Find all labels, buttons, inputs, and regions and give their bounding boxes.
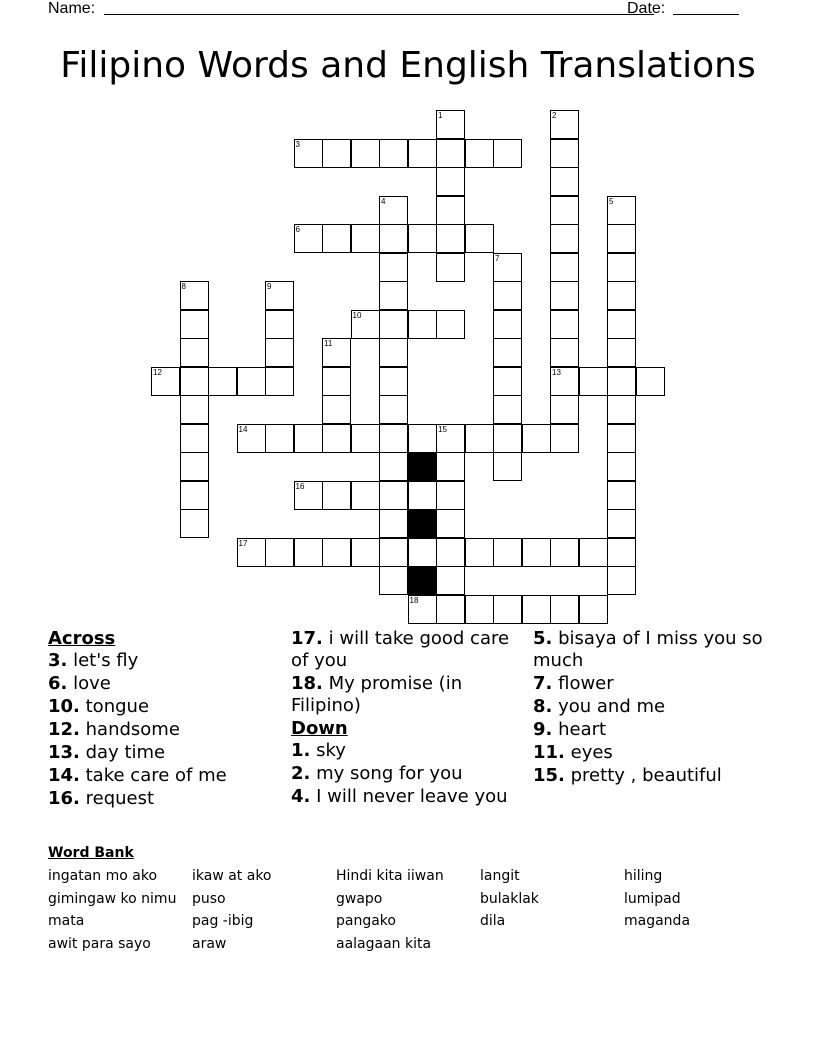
- clue-down-11: 11. eyes: [533, 742, 613, 763]
- crossword-cell[interactable]: [436, 110, 465, 139]
- crossword-cell[interactable]: [408, 481, 437, 510]
- crossword-cell[interactable]: [607, 452, 636, 481]
- crossword-cell[interactable]: [265, 310, 294, 339]
- clue-number: 11: [324, 339, 333, 348]
- crossword-cell[interactable]: [550, 338, 579, 367]
- crossword-cell[interactable]: [607, 481, 636, 510]
- crossword-cell[interactable]: [550, 395, 579, 424]
- crossword-cell[interactable]: [550, 310, 579, 339]
- crossword-cell[interactable]: [265, 338, 294, 367]
- crossword-cell[interactable]: [550, 367, 579, 396]
- crossword-cell[interactable]: [607, 367, 636, 396]
- crossword-cell[interactable]: [379, 566, 408, 595]
- word-bank-item: ingatan mo ako: [48, 868, 158, 884]
- crossword-cell[interactable]: [180, 509, 209, 538]
- clue-number: 7: [495, 253, 500, 263]
- clue-down-1: 1. sky: [291, 740, 346, 761]
- word-bank-title: Word Bank: [48, 845, 134, 861]
- clue-down-8: 8. you and me: [533, 696, 666, 717]
- clue-across-13: 13. day time: [48, 742, 166, 763]
- crossword-cell[interactable]: [436, 310, 465, 339]
- crossword-cell[interactable]: [379, 338, 408, 367]
- crossword-cell[interactable]: [465, 139, 494, 168]
- crossword-cell[interactable]: [322, 139, 351, 168]
- crossword-cell[interactable]: [379, 196, 408, 225]
- down-heading: Down: [291, 718, 348, 739]
- crossword-cell[interactable]: [493, 338, 522, 367]
- word-bank-item: langit: [480, 868, 520, 884]
- crossword-cell[interactable]: [294, 224, 323, 253]
- crossword-cell[interactable]: [351, 224, 380, 253]
- crossword-cell[interactable]: [493, 281, 522, 310]
- clue-number: 10: [352, 310, 362, 320]
- crossword-cell[interactable]: [180, 481, 209, 510]
- word-bank-item: aalagaan kita: [336, 935, 432, 952]
- crossword-cell[interactable]: [351, 310, 380, 339]
- crossword-cell[interactable]: [379, 139, 408, 168]
- clue-number: 5: [609, 196, 614, 206]
- crossword-cell[interactable]: [436, 566, 465, 595]
- crossword-cell[interactable]: [465, 224, 494, 253]
- crossword-cell[interactable]: [607, 224, 636, 253]
- crossword-cell[interactable]: [379, 310, 408, 339]
- crossword-cell[interactable]: [408, 538, 437, 567]
- clues-column-1: [48, 628, 278, 811]
- crossword-cell[interactable]: [436, 595, 465, 624]
- word-bank-item: pag -ibig: [192, 913, 254, 929]
- crossword-cell[interactable]: [322, 338, 351, 367]
- clue-down-2: 2. my song for you: [291, 763, 463, 784]
- crossword-cell[interactable]: [294, 538, 323, 567]
- crossword-cell[interactable]: [351, 139, 380, 168]
- crossword-cell[interactable]: [636, 367, 665, 396]
- clues-column-3: [533, 628, 763, 788]
- crossword-cell[interactable]: [351, 424, 380, 453]
- crossword-cell[interactable]: [436, 167, 465, 196]
- crossword-cell[interactable]: [180, 367, 209, 396]
- word-bank-item: gimingaw ko nimu: [48, 890, 177, 907]
- crossword-cell[interactable]: [579, 595, 608, 624]
- crossword-cell[interactable]: [579, 367, 608, 396]
- crossword-cell[interactable]: [379, 395, 408, 424]
- crossword-cell[interactable]: [208, 367, 237, 396]
- crossword-cell[interactable]: [408, 310, 437, 339]
- crossword-cell[interactable]: [265, 538, 294, 567]
- crossword-cell[interactable]: [180, 338, 209, 367]
- crossword-cell[interactable]: [550, 595, 579, 624]
- crossword-cell[interactable]: [607, 538, 636, 567]
- crossword-cell[interactable]: [322, 395, 351, 424]
- crossword-cell[interactable]: [237, 538, 266, 567]
- crossword-cell[interactable]: [322, 224, 351, 253]
- crossword-cell[interactable]: [493, 139, 522, 168]
- word-bank-item: bulaklak: [480, 890, 539, 907]
- crossword-cell[interactable]: [607, 253, 636, 282]
- crossword-cell[interactable]: [180, 424, 209, 453]
- crossword-cell[interactable]: [351, 481, 380, 510]
- word-bank-item: ikaw at ako: [192, 868, 272, 884]
- crossword-cell[interactable]: [465, 424, 494, 453]
- crossword-cell[interactable]: [151, 367, 180, 396]
- clue-across-3: 3. let's fly: [48, 650, 139, 671]
- crossword-cell[interactable]: [436, 196, 465, 225]
- crossword-cell[interactable]: [294, 139, 323, 168]
- crossword-cell[interactable]: [607, 310, 636, 339]
- clue-number: 15: [438, 424, 447, 434]
- clue-across-14: 14. take care of me: [48, 765, 227, 786]
- clue-down-4: 4. I will never leave you: [291, 786, 508, 807]
- clue-across-6: 6. love: [48, 673, 111, 694]
- clue-across-16: 16. request: [48, 788, 155, 809]
- black-cell: [408, 452, 437, 481]
- crossword-cell[interactable]: [436, 139, 465, 168]
- crossword-cell[interactable]: [493, 253, 522, 282]
- crossword-cell[interactable]: [465, 595, 494, 624]
- crossword-cell[interactable]: [465, 538, 494, 567]
- crossword-cell[interactable]: [493, 310, 522, 339]
- crossword-cell[interactable]: [436, 424, 465, 453]
- crossword-cell[interactable]: [322, 481, 351, 510]
- crossword-cell[interactable]: [607, 424, 636, 453]
- clue-across-12: 12. handsome: [48, 719, 180, 740]
- word-bank-item: gwapo: [336, 890, 383, 907]
- word-bank-item: mata: [48, 913, 85, 929]
- crossword-cell[interactable]: [436, 538, 465, 567]
- crossword-cell[interactable]: [379, 367, 408, 396]
- crossword-cell[interactable]: [379, 538, 408, 567]
- crossword-cell[interactable]: [493, 367, 522, 396]
- word-bank-item: hiling: [624, 868, 663, 884]
- crossword-cell[interactable]: [379, 224, 408, 253]
- crossword-cell[interactable]: [607, 281, 636, 310]
- crossword-cell[interactable]: [294, 424, 323, 453]
- clue-number: 16: [295, 481, 305, 491]
- word-bank-item: lumipad: [624, 890, 681, 907]
- date-label: Date:: [627, 0, 666, 17]
- clue-number: 2: [552, 111, 557, 120]
- clue-down-15: 15. pretty , beautiful: [533, 765, 722, 786]
- crossword-cell[interactable]: [550, 196, 579, 225]
- crossword-cell[interactable]: [379, 481, 408, 510]
- name-label: Name:: [48, 0, 96, 17]
- clue-number: 14: [238, 424, 248, 434]
- page-title: Filipino Words and English Translations: [60, 45, 756, 86]
- crossword-cell[interactable]: [322, 424, 351, 453]
- crossword-cell[interactable]: [180, 395, 209, 424]
- crossword-cell[interactable]: [180, 281, 209, 310]
- clue-across-17: 17. i will take good care of you: [291, 628, 510, 671]
- crossword-cell[interactable]: [493, 595, 522, 624]
- clue-down-5: 5. bisaya of I miss you so much: [533, 628, 763, 671]
- crossword-cell[interactable]: [379, 253, 408, 282]
- word-bank-item: dila: [480, 913, 506, 929]
- word-bank: [48, 868, 768, 958]
- clue-number: 1: [438, 111, 443, 120]
- word-bank-item: araw: [192, 935, 227, 952]
- crossword-cell[interactable]: [550, 139, 579, 168]
- crossword-cell[interactable]: [436, 452, 465, 481]
- clue-number: 6: [295, 225, 300, 234]
- crossword-cell[interactable]: [237, 424, 266, 453]
- clue-number: 3: [295, 139, 300, 149]
- crossword-cell[interactable]: [379, 281, 408, 310]
- clue-number: 4: [381, 196, 386, 206]
- crossword-cell[interactable]: [408, 139, 437, 168]
- crossword-cell[interactable]: [493, 452, 522, 481]
- crossword-cell[interactable]: [294, 481, 323, 510]
- crossword-cell[interactable]: [436, 224, 465, 253]
- crossword-cell[interactable]: [607, 509, 636, 538]
- crossword-cell[interactable]: [436, 509, 465, 538]
- crossword-cell[interactable]: [265, 281, 294, 310]
- black-cell: [408, 566, 437, 595]
- crossword-cell[interactable]: [322, 538, 351, 567]
- crossword-cell[interactable]: [379, 452, 408, 481]
- crossword-cell[interactable]: [550, 424, 579, 453]
- crossword-cell[interactable]: [379, 509, 408, 538]
- clue-across-18: 18. My promise (in Filipino): [291, 673, 463, 716]
- crossword-cell[interactable]: [550, 224, 579, 253]
- crossword-cell[interactable]: [180, 452, 209, 481]
- crossword-cell[interactable]: [408, 595, 437, 624]
- word-bank-item: Hindi kita iiwan: [336, 868, 444, 884]
- crossword-cell[interactable]: [522, 538, 551, 567]
- crossword-cell[interactable]: [550, 167, 579, 196]
- crossword-cell[interactable]: [493, 538, 522, 567]
- clues-column-2: [291, 628, 521, 809]
- crossword-cell[interactable]: [408, 224, 437, 253]
- crossword-cell[interactable]: [408, 424, 437, 453]
- word-bank-item: pangako: [336, 913, 396, 929]
- crossword-cell[interactable]: [265, 367, 294, 396]
- crossword-cell[interactable]: [351, 538, 380, 567]
- crossword-cell[interactable]: [607, 196, 636, 225]
- crossword-cell[interactable]: [607, 395, 636, 424]
- clue-number: 13: [552, 367, 561, 377]
- word-bank-item: awit para sayo: [48, 935, 151, 952]
- clue-number: 9: [267, 282, 272, 291]
- crossword-cell[interactable]: [607, 338, 636, 367]
- crossword-cell[interactable]: [550, 253, 579, 282]
- crossword-cell[interactable]: [379, 424, 408, 453]
- crossword-cell[interactable]: [522, 595, 551, 624]
- crossword-cell[interactable]: [436, 481, 465, 510]
- crossword-cell[interactable]: [522, 424, 551, 453]
- crossword-cell[interactable]: [550, 281, 579, 310]
- crossword-cell[interactable]: [436, 253, 465, 282]
- across-heading: Across: [48, 628, 116, 649]
- crossword-cell[interactable]: [550, 110, 579, 139]
- crossword-cell[interactable]: [493, 395, 522, 424]
- word-bank-item: maganda: [624, 913, 691, 929]
- crossword-cell[interactable]: [550, 538, 579, 567]
- clue-number: 17: [238, 538, 248, 548]
- clue-number: 12: [153, 367, 162, 377]
- crossword-cell[interactable]: [493, 424, 522, 453]
- clue-down-9: 9. heart: [533, 719, 607, 740]
- crossword-cell[interactable]: [579, 538, 608, 567]
- word-bank-item: puso: [192, 890, 226, 907]
- clue-across-10: 10. tongue: [48, 696, 150, 717]
- crossword-cell[interactable]: [322, 367, 351, 396]
- crossword-cell[interactable]: [607, 566, 636, 595]
- clue-number: 8: [181, 282, 186, 291]
- black-cell: [408, 509, 437, 538]
- clue-down-7: 7. flower: [533, 673, 614, 694]
- crossword-cell[interactable]: [265, 424, 294, 453]
- crossword-cell[interactable]: [237, 367, 266, 396]
- clue-number: 18: [409, 595, 419, 605]
- crossword-cell[interactable]: [180, 310, 209, 339]
